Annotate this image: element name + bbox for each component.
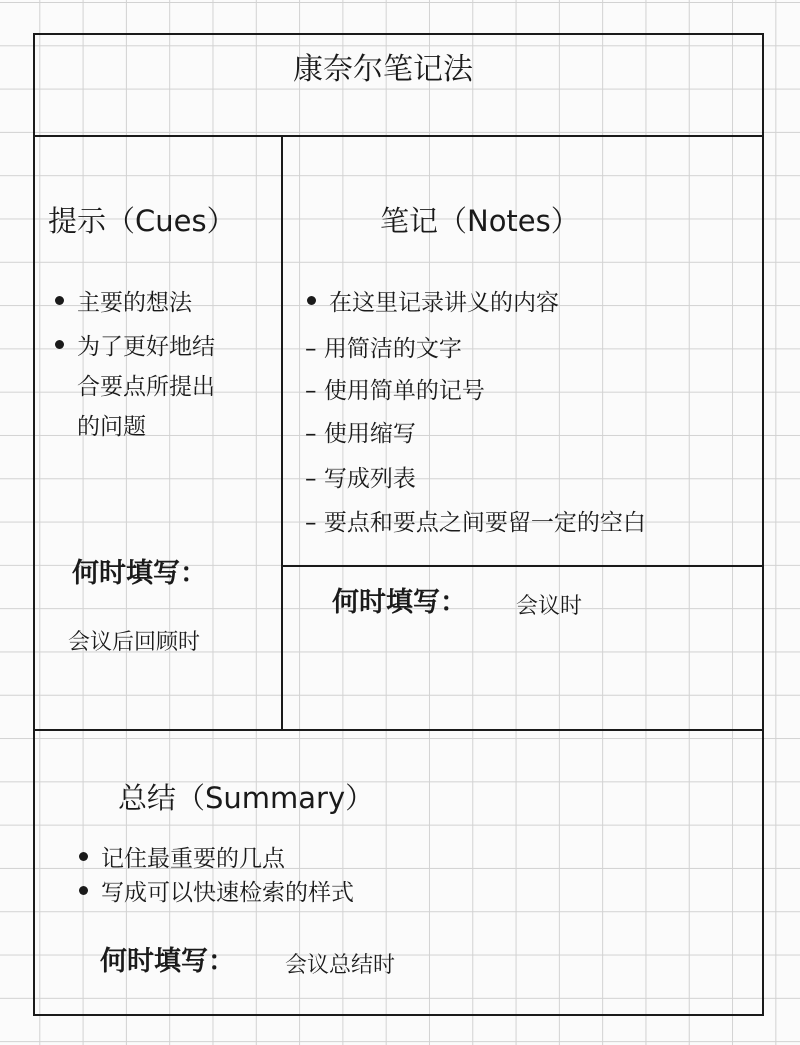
notes-when-divider bbox=[281, 565, 764, 567]
cues-when-label: 何时填写： bbox=[72, 558, 207, 589]
notes-sub-abbreviations: – 使用缩写 bbox=[305, 423, 416, 446]
notes-sub-list: – 写成列表 bbox=[305, 468, 416, 491]
notes-sub-symbols: – 使用简单的记号 bbox=[305, 380, 485, 403]
title-divider bbox=[33, 135, 764, 137]
notes-when-value: 会议时 bbox=[516, 594, 583, 619]
cues-heading: 提示（Cues） bbox=[48, 204, 236, 238]
summary-item-key-points: 记住最重要的几点 bbox=[79, 848, 285, 871]
cues-item-questions-line3: 的问题 bbox=[77, 414, 146, 440]
summary-when-value: 会议总结时 bbox=[285, 953, 396, 978]
cues-item-questions-line1: 为了更好地结 bbox=[55, 336, 215, 359]
cues-item-main-ideas: 主要的想法 bbox=[55, 292, 192, 315]
summary-heading: 总结（Summary） bbox=[118, 781, 375, 815]
summary-item-searchable: 写成可以快速检索的样式 bbox=[79, 882, 354, 905]
notes-when-label: 何时填写： bbox=[332, 587, 467, 618]
page-title: 康奈尔笔记法 bbox=[293, 52, 473, 87]
cues-item-questions-line2: 合要点所提出 bbox=[77, 374, 215, 400]
summary-when-label: 何时填写： bbox=[100, 946, 235, 977]
notes-heading: 笔记（Notes） bbox=[380, 204, 580, 238]
summary-divider bbox=[33, 729, 764, 731]
notes-sub-spacing: – 要点和要点之间要留一定的空白 bbox=[305, 512, 646, 535]
column-divider bbox=[281, 135, 283, 731]
notes-sub-concise: – 用简洁的文字 bbox=[305, 338, 462, 361]
notes-item-lecture-content: 在这里记录讲义的内容 bbox=[307, 292, 559, 315]
cues-when-value: 会议后回顾时 bbox=[68, 630, 201, 655]
